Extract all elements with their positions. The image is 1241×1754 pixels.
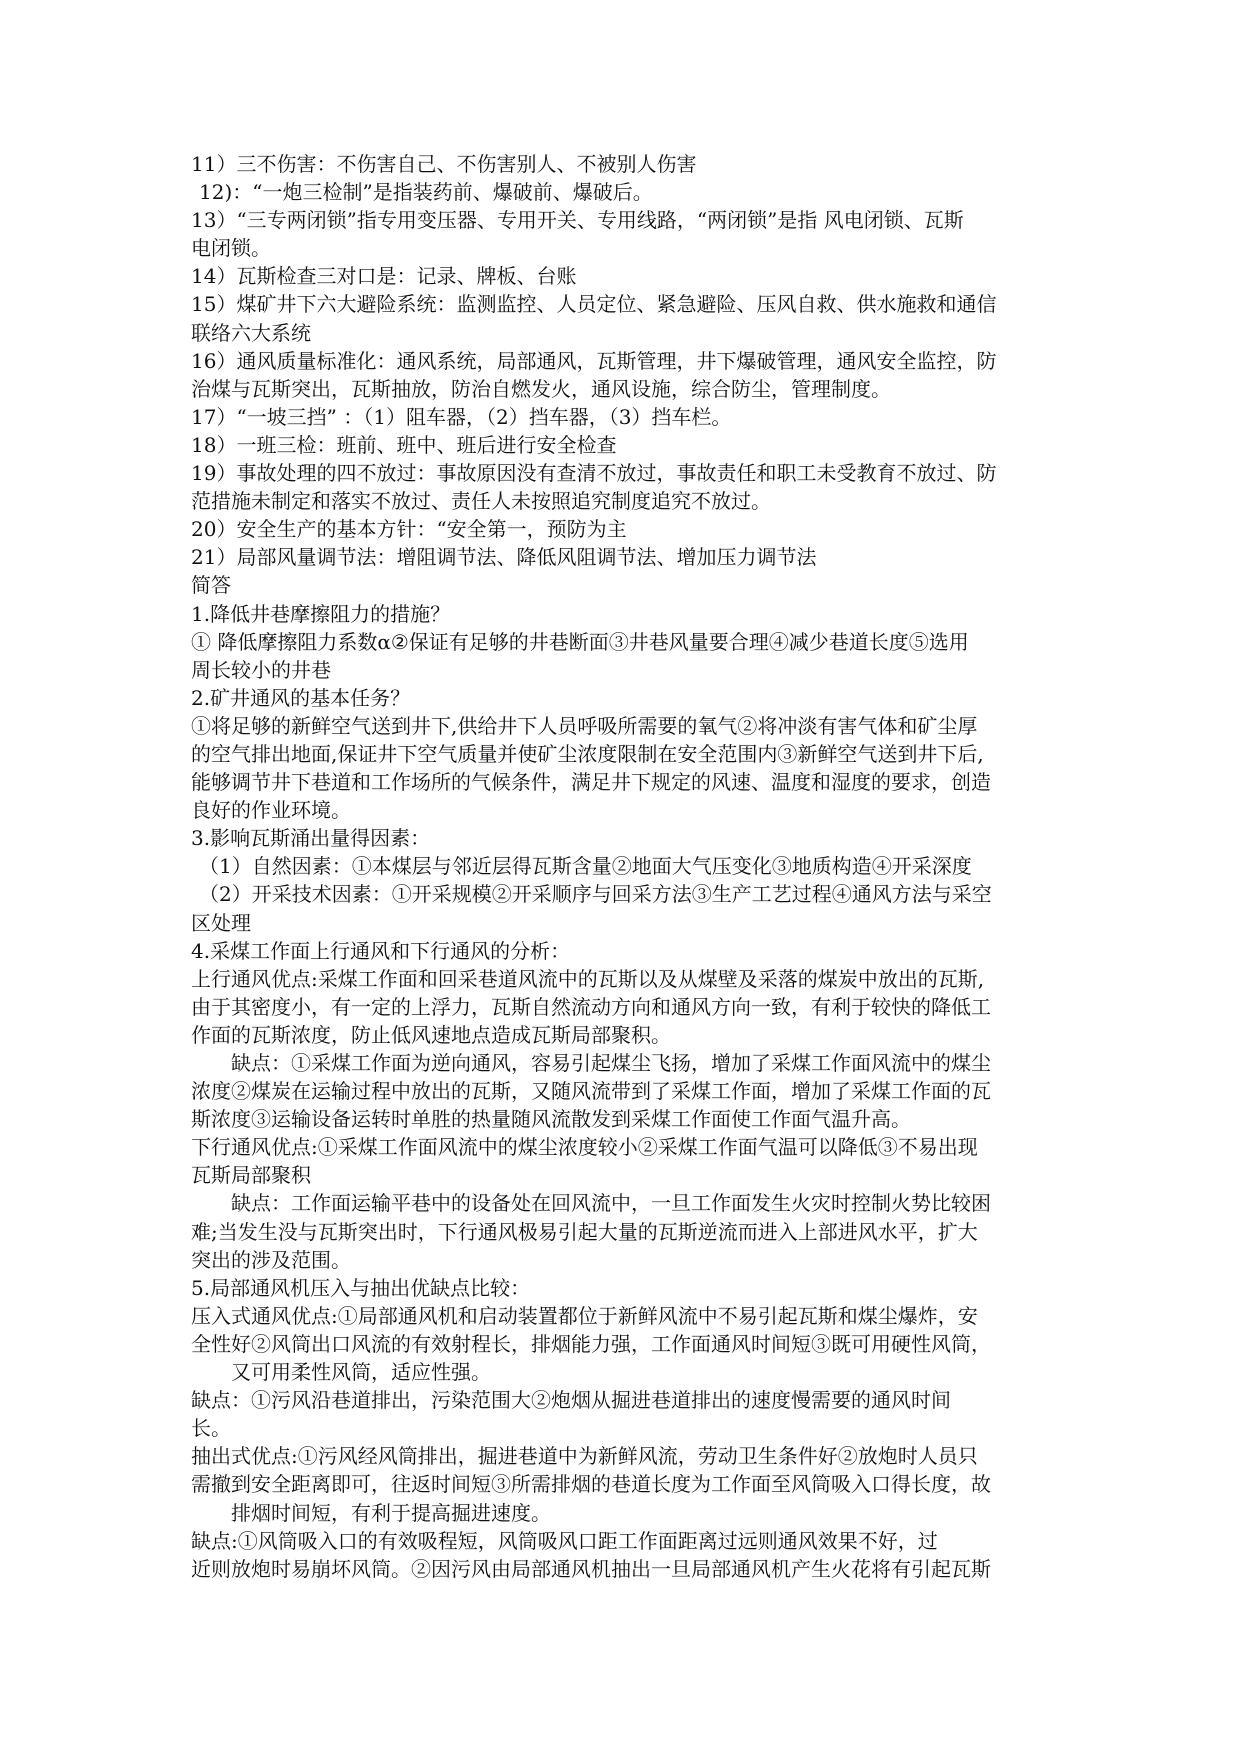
text-line: 缺点：工作面运输平巷中的设备处在回风流中，一旦工作面发生火灾时控制火势比较困 [231,1191,991,1216]
text-line: 缺点：①采煤工作面为逆向通风，容易引起煤尘飞扬，增加了采煤工作面风流中的煤尘 [231,1051,991,1075]
text-line: ① 降低摩擦阻力系数α②保证有足够的井巷断面③井巷风量要合理④减少巷道长度⑤选用 [191,629,969,654]
text-line: 区处理 [191,910,251,935]
text-line: 需撤到安全距离即可，往返时间短③所需排烟的巷道长度为工作面至风筒吸入口得长度，故 [191,1472,991,1497]
text-line: 简答 [191,573,231,598]
text-line: 14）瓦斯检查三对口是：记录、牌板、台账 [191,264,577,289]
text-line: 排烟时间短，有利于提高掘进速度。 [231,1500,551,1525]
text-line: 11）三不伤害：不伤害自己、不伤害别人、不被别人伤害 [191,152,697,176]
text-line: 17）“一坡三挡” ：（1）阻车器，（2）挡车器，（3）挡车栏。 [191,404,732,429]
text-line: 作面的瓦斯浓度，防止低风速地点造成瓦斯局部聚积。 [191,1022,671,1047]
text-line: 良好的作业环境。 [191,798,351,823]
text-line: 难;当发生没与瓦斯突出时，下行通风极易引起大量的瓦斯逆流而进入上部进风水平，扩大 [191,1219,978,1244]
text-line: （1）自然因素：①本煤层与邻近层得瓦斯含量②地面大气压变化③地质构造④开采深度 [199,854,972,879]
text-line: 范措施未制定和落实不放过、责任人未按照追究制度追究不放过。 [191,489,771,514]
text-line: 又可用柔性风筒，适应性强。 [231,1360,491,1385]
text-line: 长。 [191,1416,231,1441]
text-line: 电闭锁。 [191,236,271,261]
text-line: 的空气排出地面,保证井下空气质量并使矿尘浓度限制在安全范围内③新鲜空气送到井下后, [191,741,984,766]
text-line: 斯浓度③运输设备运转时单胜的热量随风流散发到采煤工作面使工作面气温升高。 [191,1107,911,1132]
text-line: 压入式通风优点:①局部通风机和启动装置都位于新鲜风流中不易引起瓦斯和煤尘爆炸，安 [191,1303,978,1328]
text-line: 抽出式优点:①污风经风筒排出，掘进巷道中为新鲜风流，劳动卫生条件好②放炮时人员只 [191,1444,978,1469]
text-line: 由于其密度小，有一定的上浮力，瓦斯自然流动方向和通风方向一致，有利于较快的降低工 [191,994,991,1019]
text-line: 缺点：①污风沿巷道排出，污染范围大②炮烟从掘进巷道排出的速度慢需要的通风时间 [191,1388,951,1413]
document-body [191,150,1071,1583]
text-line: （2）开采技术因素：①开采规模②开采顺序与回采方法③生产工艺过程④通风方法与采空 [199,882,992,907]
text-line: 20）安全生产的基本方针：“安全第一，预防为主 [191,517,627,542]
text-line: 全性好②风筒出口风流的有效射程长，排烟能力强，工作面通风时间短③既可用硬性风筒， [191,1331,991,1356]
text-line: 2.矿井通风的基本任务？ [191,685,411,710]
text-line: ①将足够的新鲜空气送到井下,供给井下人员呼吸所需要的氧气②将冲淡有害气体和矿尘厚 [191,713,978,738]
text-line: 15）煤矿井下六大避险系统：监测监控、人员定位、紧急避险、压风自救、供水施救和通信 [191,292,997,317]
text-line: 16）通风质量标准化：通风系统，局部通风，瓦斯管理，井下爆破管理，通风安全监控，防 [191,348,997,373]
text-line: 4.采煤工作面上行通风和下行通风的分析： [191,938,571,963]
text-line: 近则放炮时易崩坏风筒。②因污风由局部通风机抽出一旦局部通风机产生火花将有引起瓦斯 [191,1556,991,1581]
text-line: 18）一班三检：班前、班中、班后进行安全检查 [191,432,617,457]
text-line: 突出的涉及范围。 [191,1247,351,1272]
text-line: 5.局部通风机压入与抽出优缺点比较： [191,1275,531,1300]
text-line: 21）局部风量调节法：增阻调节法、降低风阻调节法、增加压力调节法 [191,545,817,570]
text-line: 3.影响瓦斯涌出量得因素： [191,826,431,851]
text-line: 13）“三专两闭锁”指专用变压器、专用开关、专用线路，“两闭锁”是指 风电闭锁、瓦斯 [191,208,964,233]
text-line: 上行通风优点:采煤工作面和回采巷道风流中的瓦斯以及从煤壁及采落的煤炭中放出的瓦斯, [191,966,985,991]
text-line: 治煤与瓦斯突出，瓦斯抽放，防治自燃发火，通风设施，综合防尘，管理制度。 [191,376,891,401]
text-line: 浓度②煤炭在运输过程中放出的瓦斯，又随风流带到了采煤工作面，增加了采煤工作面的瓦 [191,1079,991,1104]
text-line: 瓦斯局部聚积 [191,1163,311,1188]
text-line: 下行通风优点:①采煤工作面风流中的煤尘浓度较小②采煤工作面气温可以降低③不易出现 [191,1135,978,1160]
text-line: 1.降低井巷摩擦阻力的措施？ [191,601,451,626]
text-line: 12)：“一炮三检制”是指装药前、爆破前、爆破后。 [199,180,653,205]
text-line: 周长较小的井巷 [191,657,331,682]
text-line: 联络六大系统 [191,320,311,345]
text-line: 缺点:①风筒吸入口的有效吸程短，风筒吸风口距工作面距离过远则通风效果不好，过 [191,1528,938,1553]
text-line: 能够调节井下巷道和工作场所的气候条件，满足井下规定的风速、温度和湿度的要求，创造 [191,770,991,795]
text-line: 19）事故处理的四不放过：事故原因没有查清不放过，事故责任和职工未受教育不放过、防 [191,461,997,486]
